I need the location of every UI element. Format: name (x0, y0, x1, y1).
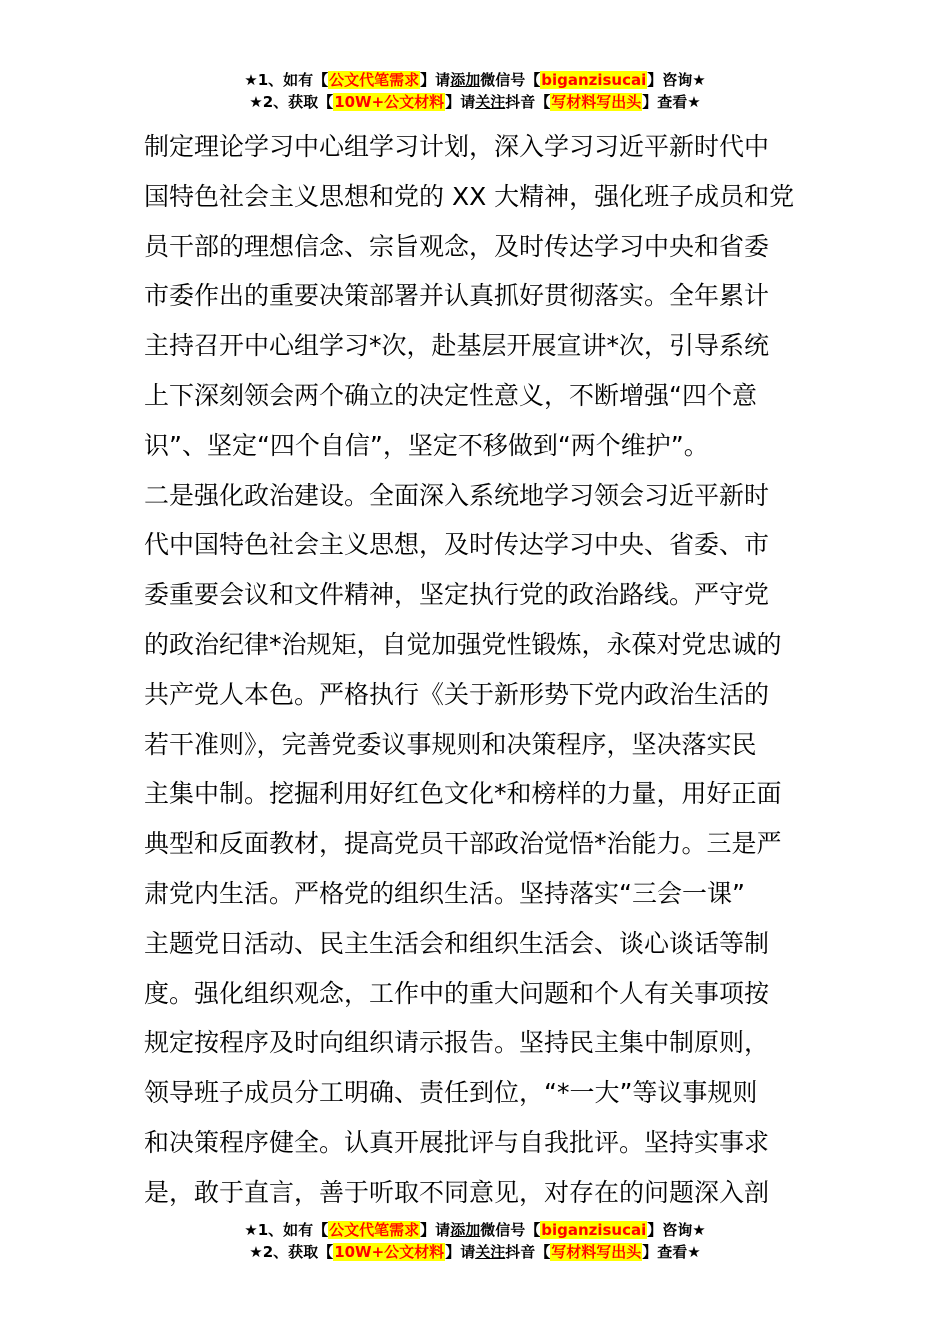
body-line: 国特色社会主义思想和党的 XX 大精神，强化班子成员和党 (144, 181, 795, 211)
banner-text: 】咨询★ (647, 1221, 706, 1239)
banner-line-2 (0, 1241, 950, 1263)
body-line: 的政治纪律*治规矩，自觉加强党性锻炼，永葆对党忠诚的 (144, 629, 782, 659)
banner-underlined-text: 关注 (475, 93, 506, 111)
body-line: 若干准则》，完善党委议事规则和决策程序，坚决落实民 (144, 729, 757, 759)
body-line: 主题党日活动、民主生活会和组织生活会、谈心谈话等制 (144, 928, 770, 958)
banner-text: 微信号【 (480, 71, 541, 89)
header-banner (0, 69, 950, 113)
body-line: 度。强化组织观念，工作中的重大问题和个人有关事项按 (144, 978, 770, 1008)
body-line: 代中国特色社会主义思想，及时传达学习中央、省委、市 (144, 530, 770, 560)
body-line: 是，敢于直言，善于听取不同意见，对存在的问题深入剖 (144, 1177, 770, 1207)
banner-underlined-text: 添加 (450, 1221, 481, 1239)
body-line: 主持召开中心组学习*次，赴基层开展宣讲*次，引导系统 (144, 331, 770, 361)
banner-underlined-text: 关注 (475, 1243, 506, 1261)
banner-highlight: 10W+公文材料 (334, 93, 445, 111)
body-line: 制定理论学习中心组学习计划，深入学习习近平新时代中 (144, 132, 770, 161)
banner-text: 】查看★ (642, 93, 701, 111)
body-line: 识”、坚定“四个自信”，坚定不移做到“两个维护”。 (144, 430, 709, 460)
body-line: 领导班子成员分工明确、责任到位，“*一大”等议事规则 (144, 1078, 758, 1108)
banner-highlight: 公文代笔需求 (329, 1221, 420, 1239)
banner-text: 】请 (420, 1221, 451, 1239)
banner-text: ★2、获取【 (249, 1243, 334, 1261)
body-line: 和决策程序健全。认真开展批评与自我批评。坚持实事求 (144, 1127, 770, 1157)
body-line: 员干部的理想信念、宗旨观念，及时传达学习中央和省委 (144, 231, 770, 261)
body-line: 共产党人本色。严格执行《关于新形势下党内政治生活的 (144, 679, 770, 709)
banner-text: ★1、如有【 (244, 71, 329, 89)
body-line: 规定按程序及时向组织请示报告。坚持民主集中制原则， (144, 1028, 770, 1058)
body-line: 二是强化政治建设。全面深入系统地学习领会习近平新时 (144, 480, 770, 510)
banner-highlight: 10W+公文材料 (334, 1243, 445, 1261)
banner-line-2 (0, 91, 950, 113)
footer-banner (0, 1219, 950, 1263)
banner-line-1 (0, 1219, 950, 1241)
body-line: 市委作出的重要决策部署并认真抓好贯彻落实。全年累计 (144, 281, 770, 311)
banner-text: 抖音【 (505, 1243, 551, 1261)
banner-text: ★2、获取【 (249, 93, 334, 111)
banner-highlight: biganzisucai (541, 71, 647, 89)
body-line: 上下深刻领会两个确立的决定性意义，不断增强“四个意 (144, 380, 757, 410)
banner-line-1 (0, 69, 950, 91)
document-body (144, 122, 814, 1218)
banner-text: 】查看★ (642, 1243, 701, 1261)
banner-highlight: 写材料写出头 (551, 1243, 642, 1261)
banner-text: 微信号【 (480, 1221, 541, 1239)
body-line: 典型和反面教材，提高党员干部政治觉悟*治能力。三是严 (144, 829, 782, 859)
banner-highlight: biganzisucai (541, 1221, 647, 1239)
banner-text: 抖音【 (505, 93, 551, 111)
body-line: 肃党内生活。严格党的组织生活。坚持落实“三会一课” (144, 878, 745, 908)
banner-text: 】咨询★ (647, 71, 706, 89)
banner-text: 】请 (420, 71, 451, 89)
banner-text: 】请 (445, 1243, 476, 1261)
banner-highlight: 写材料写出头 (551, 93, 642, 111)
banner-text: 】请 (445, 93, 476, 111)
banner-text: ★1、如有【 (244, 1221, 329, 1239)
body-line: 主集中制。挖掘利用好红色文化*和榜样的力量，用好正面 (144, 779, 782, 809)
banner-highlight: 公文代笔需求 (329, 71, 420, 89)
body-line: 委重要会议和文件精神，坚定执行党的政治路线。严守党 (144, 580, 770, 610)
banner-underlined-text: 添加 (450, 71, 481, 89)
